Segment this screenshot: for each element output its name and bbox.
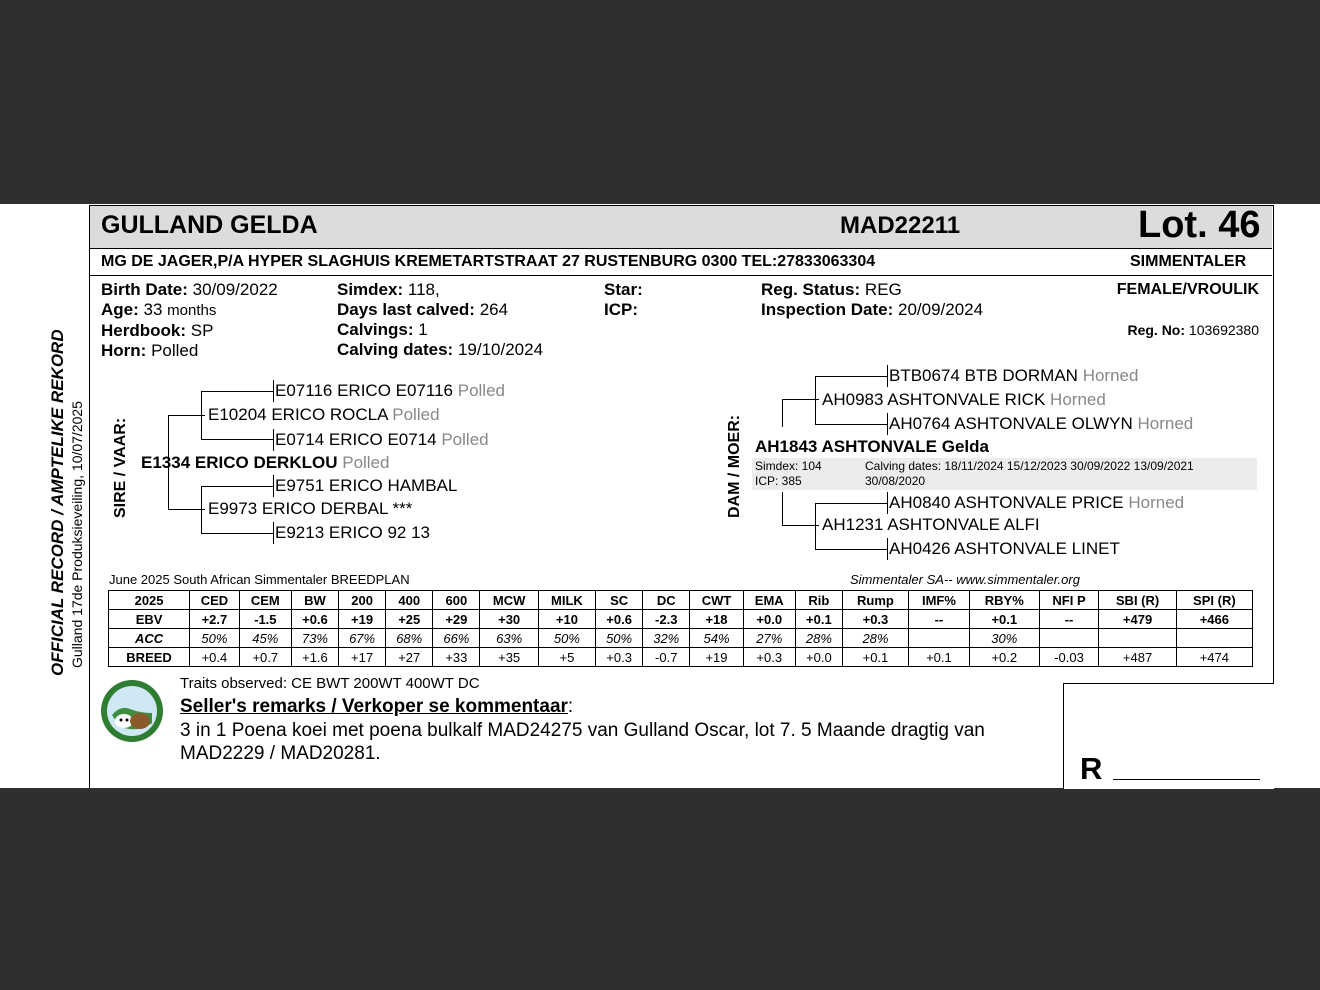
sire-dam-dam: E9213 ERICO 92 13 <box>275 523 430 542</box>
dam-sire-id: AH0983 ASHTONVALE RICK <box>822 390 1046 409</box>
ebv-cell: +466 <box>1176 610 1252 629</box>
dds-id: AH0840 ASHTONVALE PRICE <box>889 493 1124 512</box>
sire-tree-line <box>201 391 273 392</box>
ebv-cell: +35 <box>480 648 538 667</box>
ebv-cell: 54% <box>690 629 743 648</box>
ebv-cell: Rump <box>842 591 908 610</box>
dam-tree-tick <box>887 492 888 514</box>
ebv-cell: -- <box>1039 610 1099 629</box>
ebv-cell: BW <box>291 591 338 610</box>
ebv-cell: +5 <box>538 648 595 667</box>
dlc-value: 264 <box>479 300 509 319</box>
dam-calving-dates-line2: 30/08/2020 <box>865 474 926 488</box>
sire-dam: E9973 ERICO DERBAL *** <box>208 499 413 518</box>
dam-sire <box>822 390 1106 410</box>
ebv-row-label: EBV <box>109 610 190 629</box>
sire-id: E1334 ERICO DERKLOU <box>141 453 338 472</box>
dam-dam-sire <box>889 493 1184 513</box>
ebv-cell: 73% <box>291 629 338 648</box>
sire-dam-sire: E9751 ERICO HAMBAL <box>275 476 458 495</box>
info-col3 <box>604 280 643 320</box>
ebv-cell: EMA <box>743 591 795 610</box>
ebv-row-label: BREED <box>109 648 190 667</box>
sire-tree-line <box>168 415 205 416</box>
birth-label: Birth Date: <box>101 280 188 299</box>
dam-icp: ICP: 385 <box>755 474 802 488</box>
frame-left-edge <box>89 683 90 788</box>
ebv-table <box>108 590 1253 667</box>
ebv-cell: +30 <box>480 610 538 629</box>
ebv-cell <box>1176 629 1252 648</box>
ebv-cell: SBI (R) <box>1099 591 1176 610</box>
breed-name: SIMMENTALER <box>1130 253 1247 270</box>
price-symbol: R <box>1080 751 1103 786</box>
ebv-row-label: 2025 <box>109 591 190 610</box>
animal-name: GULLAND GELDA <box>101 211 318 239</box>
price-entry-line[interactable] <box>1113 779 1260 780</box>
ebv-cell: +0.0 <box>795 648 842 667</box>
dam-tree-line <box>782 492 783 525</box>
ebv-cell: 50% <box>596 629 643 648</box>
owner-address: MG DE JAGER,P/A HYPER SLAGHUIS KREMETARTSTRAAT 27 RUSTENBURG 0300 TEL:27833063304 <box>101 253 876 270</box>
calvings-label: Calvings: <box>337 320 414 339</box>
ebv-cell: +0.3 <box>842 610 908 629</box>
ebv-cell: +19 <box>339 610 386 629</box>
dam-tree-line <box>815 424 887 425</box>
sire-sire-id: E10204 ERICO ROCLA <box>208 405 388 424</box>
ebv-cell: 50% <box>190 629 240 648</box>
info-col2 <box>337 280 543 360</box>
sire-sire-horn: Polled <box>392 405 440 424</box>
dlc-label: Days last calved: <box>337 300 475 319</box>
lot-number: Lot. 46 <box>1138 204 1261 246</box>
ebv-cell: +19 <box>690 648 743 667</box>
dds-horn: Horned <box>1128 493 1185 512</box>
ebv-cell: +29 <box>433 610 480 629</box>
ebv-cell: 68% <box>386 629 433 648</box>
sire-tree-line <box>201 439 273 440</box>
official-record-label: OFFICIAL RECORD / AMPTELIKE REKORD <box>48 329 67 676</box>
ebv-cell: 45% <box>239 629 291 648</box>
ebv-cell: 200 <box>339 591 386 610</box>
ebv-cell: SPI (R) <box>1176 591 1252 610</box>
side-labels <box>48 329 86 676</box>
ebv-cell: 400 <box>386 591 433 610</box>
ebv-cell: 32% <box>643 629 690 648</box>
dam-calving-dates-line1: Calving dates: 18/11/2024 15/12/2023 30/09/2022 13/09/2021 <box>865 459 1194 473</box>
sire-tree-line <box>201 533 273 534</box>
age-label: Age: <box>101 300 139 319</box>
sire-sire <box>208 405 440 425</box>
ebv-cell: +0.1 <box>908 648 969 667</box>
ebv-cell: +479 <box>1099 610 1176 629</box>
ebv-cell: +25 <box>386 610 433 629</box>
ebv-row <box>109 610 1253 629</box>
ebv-cell: +487 <box>1099 648 1176 667</box>
ebv-cell: SC <box>596 591 643 610</box>
ebv-cell: 28% <box>795 629 842 648</box>
sss-id: E07116 ERICO E07116 <box>275 381 453 400</box>
herdbook-value: SP <box>190 321 214 340</box>
ebv-cell: RBY% <box>969 591 1039 610</box>
sire-horn: Polled <box>342 453 390 472</box>
ebv-cell: 28% <box>842 629 908 648</box>
ebv-cell: +0.3 <box>743 648 795 667</box>
animal-id: MAD22211 <box>840 212 961 239</box>
dam-sire-sire <box>889 366 1138 386</box>
traits-observed: Traits observed: CE BWT 200WT 400WT DC <box>180 675 480 692</box>
ebv-cell: 600 <box>433 591 480 610</box>
ebv-cell: +0.1 <box>795 610 842 629</box>
breedplan-caption: June 2025 South African Simmentaler BREEDPLAN <box>109 572 410 587</box>
ebv-cell <box>908 629 969 648</box>
herdbook-label: Herdbook: <box>101 321 186 340</box>
ebv-cell <box>1039 629 1099 648</box>
sale-label: Gulland 17de Produksieveiling, 10/07/2025 <box>69 401 85 668</box>
inspection-label: Inspection Date: <box>761 300 894 319</box>
dam-tree-branch <box>815 376 816 424</box>
ebv-cell: +17 <box>339 648 386 667</box>
ebv-cell: 27% <box>743 629 795 648</box>
ebv-cell: +10 <box>538 610 595 629</box>
dam-name: AH1843 ASHTONVALE Gelda <box>755 437 989 456</box>
ebv-cell: IMF% <box>908 591 969 610</box>
ebv-cell: MCW <box>480 591 538 610</box>
dam-tree-tick <box>887 538 888 560</box>
ebv-cell: DC <box>643 591 690 610</box>
ebv-cell: +0.7 <box>239 648 291 667</box>
sire-tree-tick <box>273 522 274 544</box>
simmentaler-sa-logo-icon <box>100 679 164 743</box>
info-col4 <box>761 280 983 320</box>
dam-sire-dam <box>889 414 1193 434</box>
ebv-cell: 30% <box>969 629 1039 648</box>
sire-label: SIRE / VAAR: <box>112 417 129 518</box>
ebv-cell: +0.2 <box>969 648 1039 667</box>
sire-tree-branch <box>201 486 202 533</box>
sss-horn: Polled <box>457 381 505 400</box>
dam-label: DAM / MOER: <box>726 414 743 518</box>
sex-label: FEMALE/VROULIK <box>1116 281 1259 298</box>
breed-row <box>109 648 1253 667</box>
ebv-cell: +1.6 <box>291 648 338 667</box>
ebv-cell: +0.1 <box>969 610 1039 629</box>
reg-no-label: Reg. No: <box>1127 322 1186 338</box>
ebv-cell: CED <box>190 591 240 610</box>
ssd-id: E0714 ERICO E0714 <box>275 430 437 449</box>
ebv-cell: 63% <box>480 629 538 648</box>
ebv-cell: -1.5 <box>239 610 291 629</box>
ebv-cell: +0.6 <box>596 610 643 629</box>
ebv-cell: +474 <box>1176 648 1252 667</box>
dam-calving-dates <box>865 459 1194 489</box>
dam-tree-line <box>782 525 819 526</box>
ebv-cell <box>1099 629 1176 648</box>
calving-dates-label: Calving dates: <box>337 340 454 359</box>
ebv-cell: Rib <box>795 591 842 610</box>
ebv-cell: +0.0 <box>743 610 795 629</box>
simdex-label: Simdex: <box>337 280 404 299</box>
reg-no <box>1127 322 1259 338</box>
dam-tree-line <box>815 549 887 550</box>
dss-id: BTB0674 BTB DORMAN <box>889 366 1078 385</box>
age-value: 33 <box>143 300 163 319</box>
info-col1 <box>101 280 278 361</box>
sire-sire-sire <box>275 381 505 401</box>
star-label: Star: <box>604 280 643 299</box>
horn-value: Polled <box>151 341 199 360</box>
ebv-cell: NFI P <box>1039 591 1099 610</box>
calvings-value: 1 <box>418 320 428 339</box>
calving-dates-value: 19/10/2024 <box>457 340 544 359</box>
dam-tree-tick <box>887 365 888 387</box>
ebv-cell: 50% <box>538 629 595 648</box>
sire-sire-dam <box>275 430 489 450</box>
reg-no-value: 103692380 <box>1188 322 1259 338</box>
ssd-horn: Polled <box>441 430 489 449</box>
dss-horn: Horned <box>1082 366 1139 385</box>
dam-dam: AH1231 ASHTONVALE ALFI <box>822 515 1040 534</box>
remarks-heading: Seller's remarks / Verkoper se kommentaar: <box>180 696 574 717</box>
remarks-text <box>180 719 985 765</box>
ebv-cell: +33 <box>433 648 480 667</box>
ebv-cell: 67% <box>339 629 386 648</box>
ebv-cell: +18 <box>690 610 743 629</box>
sire-tree-line <box>201 486 273 487</box>
dam-tree-line <box>782 399 819 400</box>
dam-simdex: Simdex: 104 <box>755 459 822 473</box>
dam-tree-line <box>815 503 887 504</box>
ebv-cell: -0.03 <box>1039 648 1099 667</box>
icp-label: ICP: <box>604 300 638 319</box>
dam-stats <box>755 459 822 489</box>
horn-label: Horn: <box>101 341 147 360</box>
dam-tree-branch <box>815 503 816 549</box>
sire-tree-trunk <box>168 415 169 509</box>
dam-dam-dam: AH0426 ASHTONVALE LINET <box>889 539 1120 558</box>
dam-sire-horn: Horned <box>1050 390 1106 409</box>
ebv-cell: 66% <box>433 629 480 648</box>
ebv-cell: +0.3 <box>596 648 643 667</box>
ebv-cell: +0.1 <box>842 648 908 667</box>
breedplan-website: Simmentaler SA-- www.simmentaler.org <box>850 572 1080 587</box>
birth-date: 30/09/2022 <box>192 280 278 299</box>
sire-tree-tick <box>273 380 274 402</box>
ebv-cell: -0.7 <box>643 648 690 667</box>
sire-tree-tick <box>273 429 274 451</box>
ebv-header-row <box>109 591 1253 610</box>
dsd-horn: Horned <box>1137 414 1194 433</box>
sire-name <box>141 453 390 473</box>
ebv-cell: +27 <box>386 648 433 667</box>
ebv-cell: +2.7 <box>190 610 240 629</box>
acc-row <box>109 629 1253 648</box>
ebv-row-label: ACC <box>109 629 190 648</box>
inspection-date: 20/09/2024 <box>897 300 984 319</box>
remarks-line2: MAD2229 / MAD20281. <box>180 743 381 764</box>
ebv-cell: CWT <box>690 591 743 610</box>
dam-tree-line <box>815 376 887 377</box>
reg-status-value: REG <box>864 280 902 299</box>
remarks-line1: 3 in 1 Poena koei met poena bulkalf MAD24275 van Gulland Oscar, lot 7. 5 Maande dragtig van <box>180 720 985 741</box>
ebv-cell: +0.6 <box>291 610 338 629</box>
sire-tree-branch <box>201 391 202 439</box>
dam-tree-line <box>782 399 783 427</box>
dsd-id: AH0764 ASHTONVALE OLWYN <box>889 414 1133 433</box>
reg-status-label: Reg. Status: <box>761 280 861 299</box>
ebv-cell: -2.3 <box>643 610 690 629</box>
simdex-value: 118, <box>407 280 440 299</box>
ebv-cell: CEM <box>239 591 291 610</box>
ebv-cell: +0.4 <box>190 648 240 667</box>
ebv-cell: -- <box>908 610 969 629</box>
ebv-cell: MILK <box>538 591 595 610</box>
remarks-title: Seller's remarks / Verkoper se kommentaar <box>180 696 568 717</box>
sire-tree-tick <box>273 475 274 497</box>
dam-tree-tick <box>887 413 888 435</box>
sire-tree-line <box>168 509 205 510</box>
age-unit: months <box>167 302 217 319</box>
